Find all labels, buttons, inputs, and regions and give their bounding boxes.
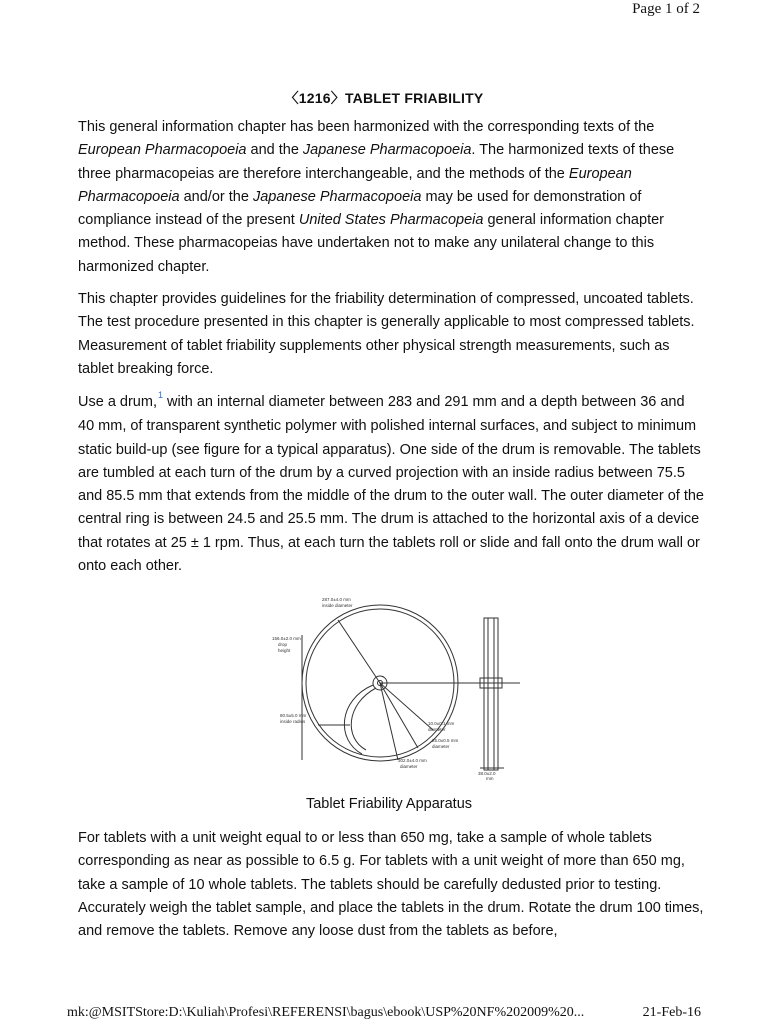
p1-text-2: and the xyxy=(246,142,303,159)
footer-url: mk:@MSITStore:D:\Kuliah\Profesi\REFERENSI\bagus\ebook\USP%20NF%202009%20... xyxy=(67,1005,585,1020)
label-depth-2: mm xyxy=(486,776,494,781)
footer-date: 21-Feb-16 xyxy=(642,1005,701,1020)
label-inside-radius: 80.5±5.0 mm xyxy=(280,713,307,718)
label-inside-diameter: 287.0±4.0 mm xyxy=(322,597,351,602)
dimension-line xyxy=(380,683,418,748)
friability-apparatus-figure xyxy=(258,590,520,782)
p1-text-6: general information chapter method. These pharmacopeias have undertaken not to make any unilateral change to this harmonized chapter. xyxy=(78,212,664,275)
label-axle-diameter-2: diameter xyxy=(428,727,446,732)
p1-text-3: . The harmonized texts of these three pharmacopeias are therefore interchangeable, and the methods of the xyxy=(78,142,675,182)
p1-text-4: and/or the xyxy=(179,188,253,205)
paragraph-procedure: For tablets with a unit weight equal to or less than 650 mg, take a sample of whole tablets corresponding as near as possible to 6.5 g. For tablets with a unit weight of more than 650 mg, take a sample of 10 whole tablets. The tablets should be carefully dedusted prior to testing. Accurately weigh the tablet sample, and place the tablets in the drum. Rotate the drum 100 times, and remove the tablets. Remove any loose dust from the tablets as before, xyxy=(78,830,704,940)
label-ring-diameter: 25.0±0.5 mm xyxy=(432,738,459,743)
p1-italic-ep: European Pharmacopoeia xyxy=(78,142,247,159)
paragraph-drum xyxy=(78,391,704,578)
p1-italic-jp: Japanese Pharmacopoeia xyxy=(302,142,472,159)
label-drop-height-2: drop xyxy=(278,642,288,647)
dimension-line xyxy=(380,683,433,730)
paragraph-guidelines: This chapter provides guidelines for the friability determination of compressed, uncoated tablets. The test procedure presented in this chapter is generally applicable to most compressed tablets. Measurement of tablet friability supplements other physical strength measurements, such as tablet breaking force. xyxy=(78,291,695,377)
label-outer-diameter-2: diameter xyxy=(400,764,418,769)
label-ring-diameter-2: diameter xyxy=(432,744,450,749)
label-inside-diameter-2: inside diameter xyxy=(322,603,353,608)
label-drop-height: 156.0±2.0 mm xyxy=(272,636,301,641)
chapter-title: 〈1216〉TABLET FRIABILITY xyxy=(284,90,484,106)
figure-caption: Tablet Friability Apparatus xyxy=(305,796,473,812)
p1-italic-ep-2: European Pharmacopoeia xyxy=(78,165,632,205)
label-outer-diameter: 302.0±4.0 mm xyxy=(398,758,427,763)
p1-text-1: This general information chapter has been harmonized with the corresponding texts of the xyxy=(78,119,655,135)
paragraph-harmonization xyxy=(78,116,704,279)
footnote-link[interactable]: 1 xyxy=(157,390,163,400)
label-inside-radius-2: inside radius xyxy=(280,719,306,724)
p1-text-5: may be used for demonstration of compliance instead of the present xyxy=(78,188,642,229)
dimension-line xyxy=(338,620,380,683)
dimension-line xyxy=(380,683,398,760)
p3-text-2: with an internal diameter between 283 and 291 mm and a depth between 36 and 40 mm, of transparent synthetic polymer with polished internal surfaces, and subject to minimum static build-up (see figure for a typical apparatus). One side of the drum is removable. The tablets are tumbled at each turn of the drum by a curved projection with an inside radius between 75.5 and 85.5 mm that extends from the middle of the drum to the outer wall. The outer diameter of the central ring is between 24.5 and 25.5 mm. The drum is attached to the horizontal axis of a device that rotates at 25 ± 1 rpm. Thus, at each turn the tablets roll or slide and fall onto the drum wall or onto each other. xyxy=(78,394,704,575)
p1-italic-jp-2: Japanese Pharmacopoeia xyxy=(252,188,422,205)
label-axle-diameter: 10.0±0.1 mm xyxy=(428,721,455,726)
page-number: Page 1 of 2 xyxy=(632,1,700,17)
label-drop-height-3: height xyxy=(278,648,291,653)
label-depth: 38.0±2.0 xyxy=(478,771,496,776)
p1-italic-usp: United States Pharmacopeia xyxy=(298,212,484,229)
drum-side-view xyxy=(484,618,498,770)
p3-text-1: Use a drum, xyxy=(78,394,157,410)
